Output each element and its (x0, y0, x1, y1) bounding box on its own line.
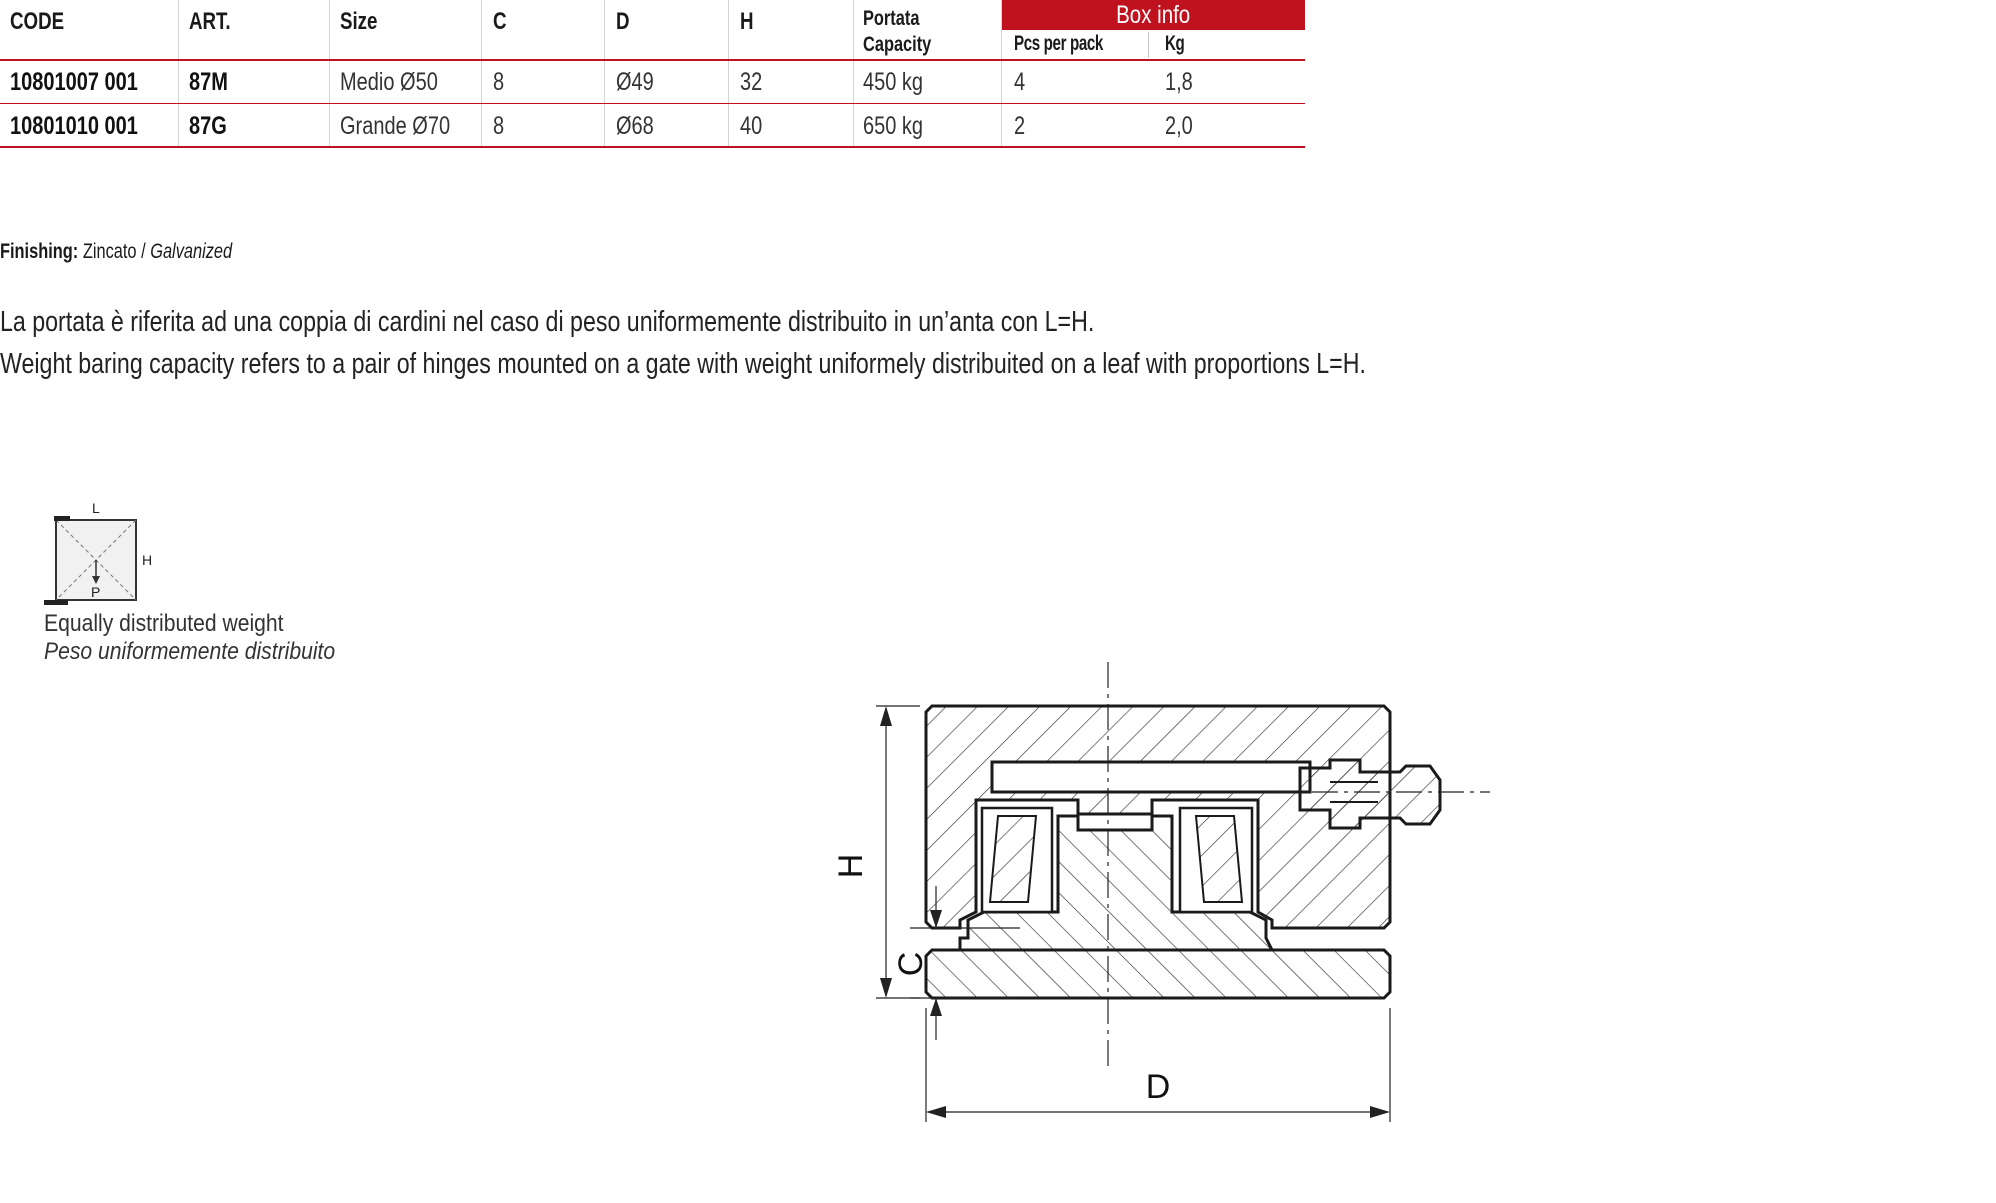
finishing-value-it: Zincato / (82, 240, 146, 263)
table-row (0, 60, 1305, 104)
finishing-note (0, 240, 298, 264)
cell-d: Ø49 (616, 68, 654, 96)
finishing-value-en: Galvanized (150, 240, 233, 263)
hinge-cross-section-drawing (660, 650, 1520, 1130)
cell-h: 40 (740, 112, 763, 140)
cell-c: 8 (493, 68, 505, 96)
cell-c: 8 (493, 112, 505, 140)
cell-kg: 2,0 (1165, 112, 1193, 140)
cell-art: 87M (189, 68, 228, 96)
legend-text-it: Peso uniformemente distribuito (44, 638, 336, 665)
cell-size: Medio Ø50 (340, 68, 438, 96)
cell-capacity: 650 kg (863, 112, 924, 140)
legend-text-en: Equally distributed weight (44, 610, 284, 637)
legend-label-h: H (142, 552, 153, 568)
distributed-weight-icon (40, 498, 170, 608)
cell-size: Grande Ø70 (340, 112, 451, 140)
dimension-c-label: C (892, 951, 930, 977)
cell-pcs: 2 (1014, 112, 1026, 140)
capacity-note-italian: La portata è riferita ad una coppia di cardini nel caso di peso uniformemente distribuito in un’anta con L=H. (0, 306, 1095, 338)
product-table (0, 0, 1305, 148)
cell-code: 10801010 001 (10, 112, 138, 140)
cell-code: 10801007 001 (10, 68, 138, 96)
capacity-note-english: Weight baring capacity refers to a pair of hinges mounted on a gate with weight uniformely distribuited on a leaf with proportions L=H. (0, 348, 1366, 380)
dimension-d-label: D (1145, 1068, 1171, 1106)
header-kg: Kg (1165, 32, 1185, 55)
legend-label-p: P (91, 584, 101, 600)
dimension-h-label: H (832, 853, 870, 879)
finishing-label: Finishing: (0, 240, 79, 263)
table-row (0, 104, 1305, 148)
cell-h: 32 (740, 68, 763, 96)
header-pcs-per-pack: Pcs per pack (1014, 32, 1103, 55)
cell-art: 87G (189, 112, 227, 140)
box-info-title: Box info (1002, 0, 1305, 30)
cell-d: Ø68 (616, 112, 654, 140)
cell-capacity: 450 kg (863, 68, 924, 96)
table-header: CODE ART. Size C D H Portata Capacity Box info Pcs per pack Kg (0, 0, 1305, 60)
cell-kg: 1,8 (1165, 68, 1193, 96)
legend-label-l: L (92, 500, 100, 516)
cell-pcs: 4 (1014, 68, 1026, 96)
